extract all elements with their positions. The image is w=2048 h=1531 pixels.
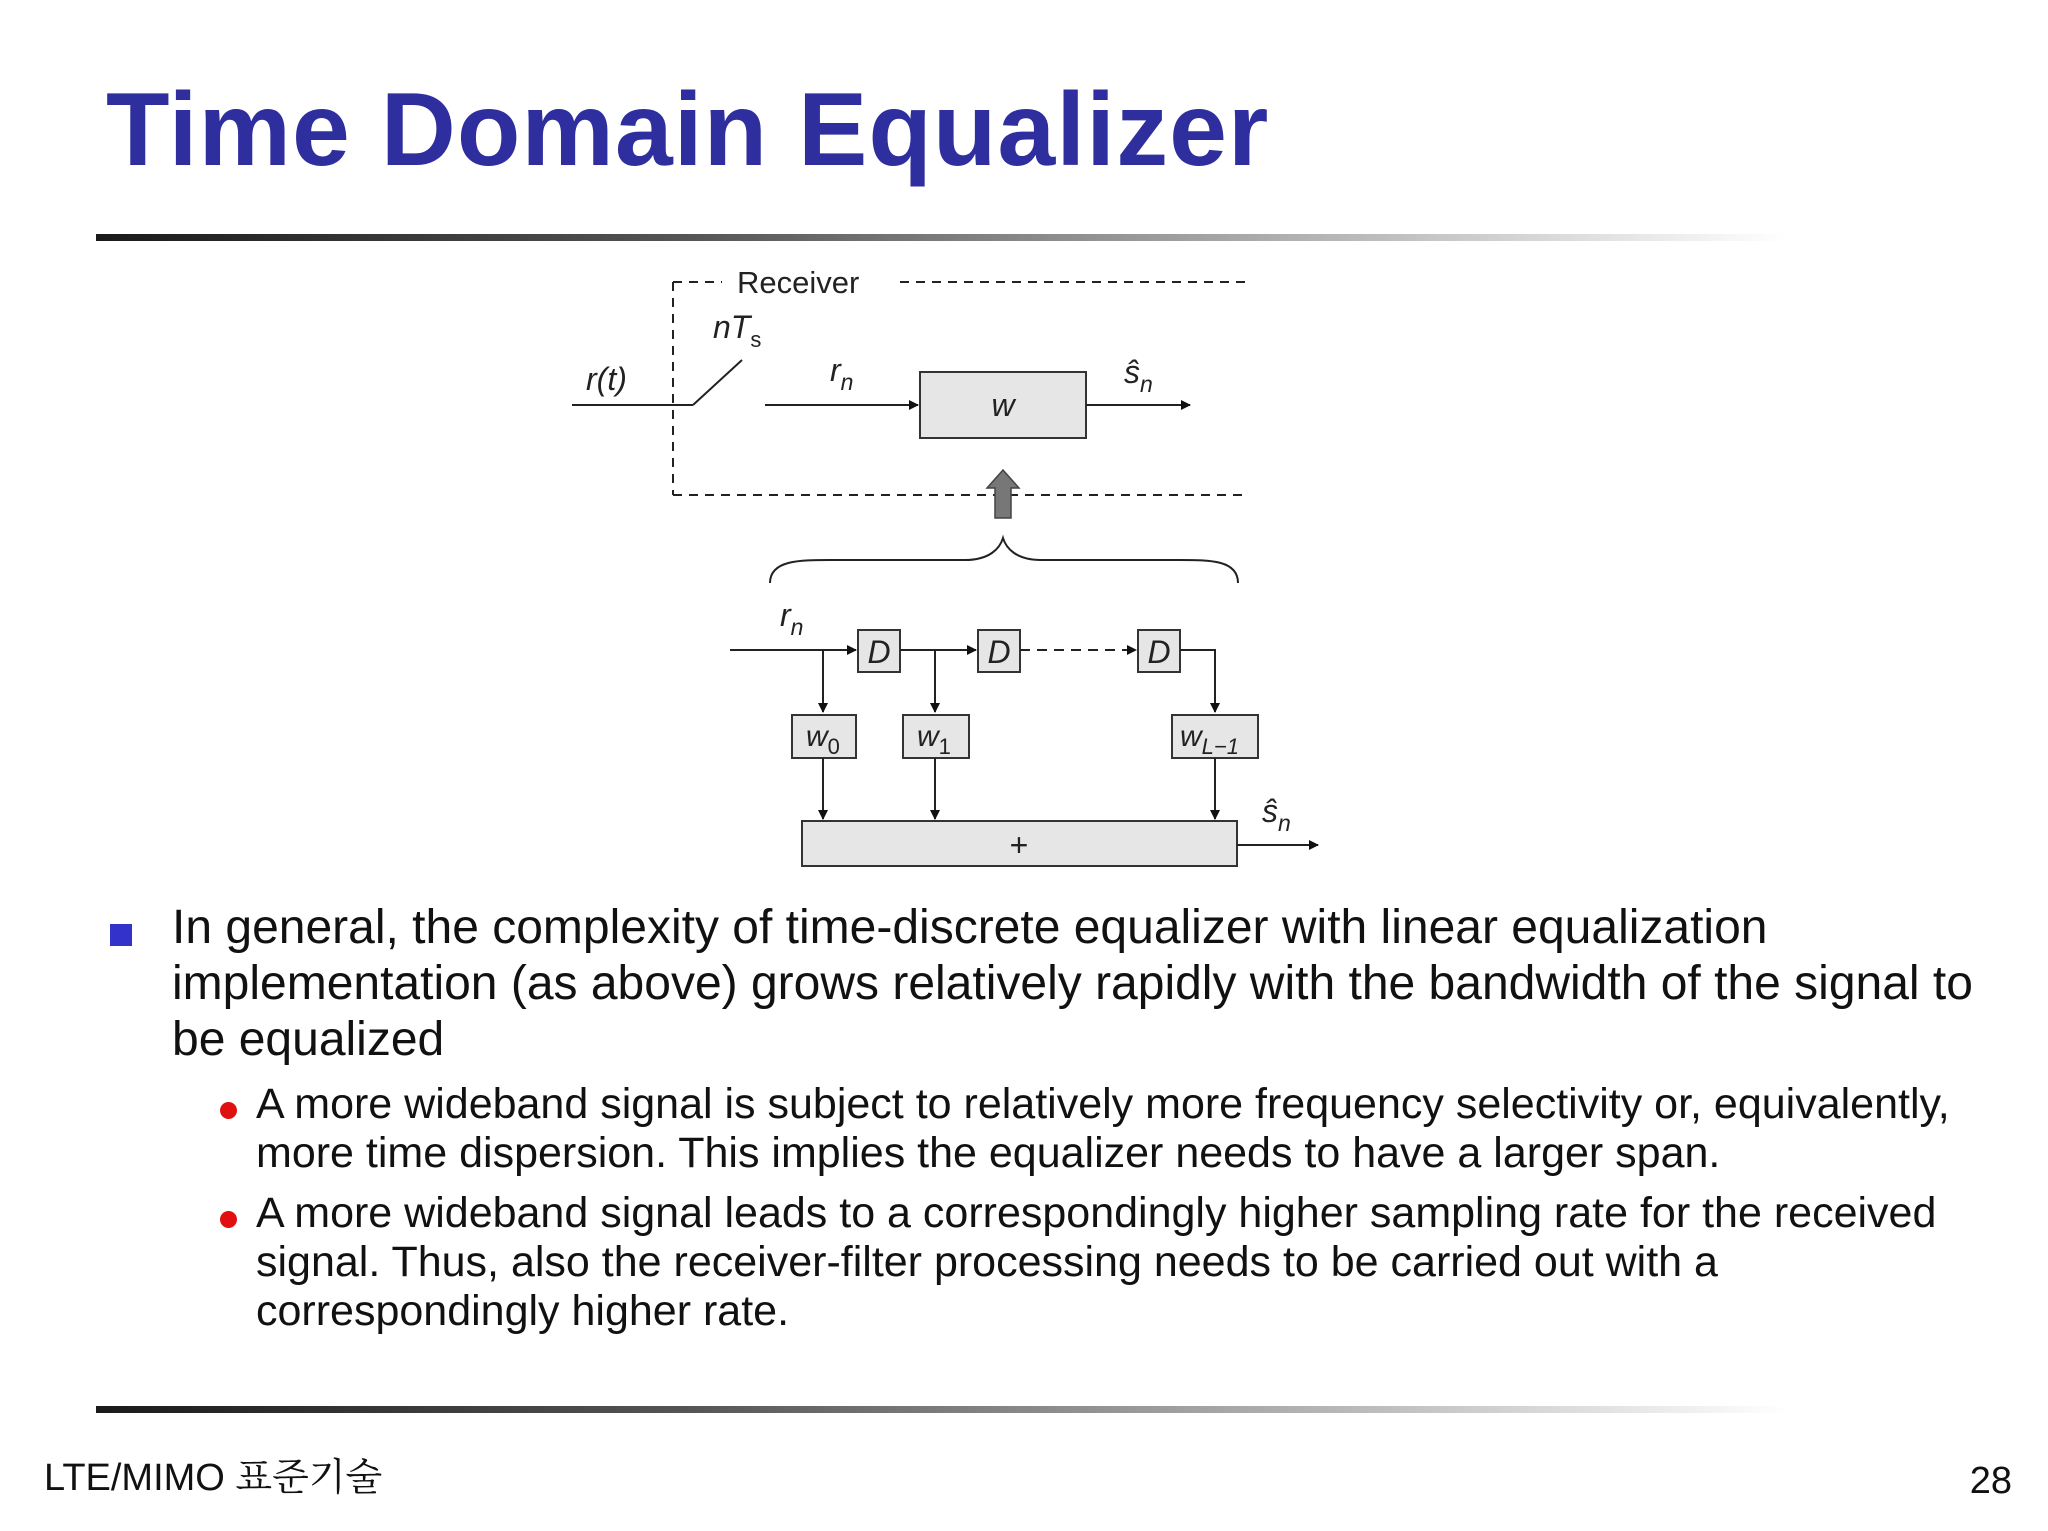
sub-bullet-list xyxy=(106,1080,2006,1336)
dot-bullet-icon xyxy=(220,1102,237,1119)
tap-input-label xyxy=(780,597,803,640)
equalizer-diagram xyxy=(560,258,1360,878)
footer-course-label: LTE/MIMO 표준기술 xyxy=(44,1457,383,1499)
bullet-list xyxy=(106,900,2006,1347)
tap-output-sub: n xyxy=(1278,810,1291,836)
weight-0-sub: 0 xyxy=(827,734,840,759)
delay-label-1: D xyxy=(867,634,891,670)
output-label-sub: n xyxy=(1140,371,1153,397)
square-bullet-icon xyxy=(110,924,132,946)
input-signal-label xyxy=(586,361,627,397)
tap-line-last xyxy=(1180,650,1215,712)
sampler-switch xyxy=(693,360,742,405)
bullet-text: In general, the complexity of time-discrete equalizer with linear equalization implementation (as above) grows relatively rapidly with the bandwidth of the signal to be equalized xyxy=(172,901,1973,1066)
tap-input-main: r xyxy=(780,597,791,633)
sub-bullet-item xyxy=(106,1189,2006,1336)
dot-bullet-icon xyxy=(220,1211,237,1228)
page-number: 28 xyxy=(1969,1460,2012,1502)
footer-divider xyxy=(96,1406,1786,1413)
tap-output-main: ŝ xyxy=(1262,793,1278,829)
expansion-brace xyxy=(770,538,1238,583)
tap-input-sub: n xyxy=(790,614,804,640)
sample-label xyxy=(830,352,853,395)
sampler-label-main: nT xyxy=(713,309,751,345)
delay-label-2: D xyxy=(987,634,1011,670)
weight-last-main: w xyxy=(1180,720,1202,753)
sub-bullet-text: A more wideband signal leads to a correspondingly higher sampling rate for the received signal. Thus, also the receiver-filter processing needs to be carried out with a correspondingly higher rate. xyxy=(256,1189,1937,1335)
sub-bullet-item xyxy=(106,1080,2006,1178)
delay-label-3: D xyxy=(1147,634,1171,670)
sample-label-main: r xyxy=(830,352,841,388)
title-divider xyxy=(96,234,1786,241)
bullet-item xyxy=(106,900,2006,1068)
weight-1-main: w xyxy=(917,720,939,753)
summer-output-label xyxy=(1262,793,1291,836)
output-label-main: ŝ xyxy=(1124,354,1140,390)
input-label-main: r xyxy=(586,361,597,397)
summer-label: + xyxy=(1009,827,1029,863)
sampler-label xyxy=(713,309,761,352)
weight-last-sub: L−1 xyxy=(1201,734,1239,759)
input-label-arg: (t) xyxy=(596,361,627,397)
filter-label: w xyxy=(991,387,1015,423)
weight-1-sub: 1 xyxy=(938,734,951,759)
sample-label-sub: n xyxy=(840,369,854,395)
receiver-label: Receiver xyxy=(737,265,860,300)
weight-0-main: w xyxy=(806,720,828,753)
sub-bullet-text: A more wideband signal is subject to relatively more frequency selectivity or, equivalently, more time dispersion. This implies the equalizer needs to have a larger span. xyxy=(256,1080,1950,1177)
filter-output-label xyxy=(1124,354,1153,397)
sampler-label-sub: s xyxy=(750,327,762,352)
slide-title: Time Domain Equalizer xyxy=(106,72,1270,188)
